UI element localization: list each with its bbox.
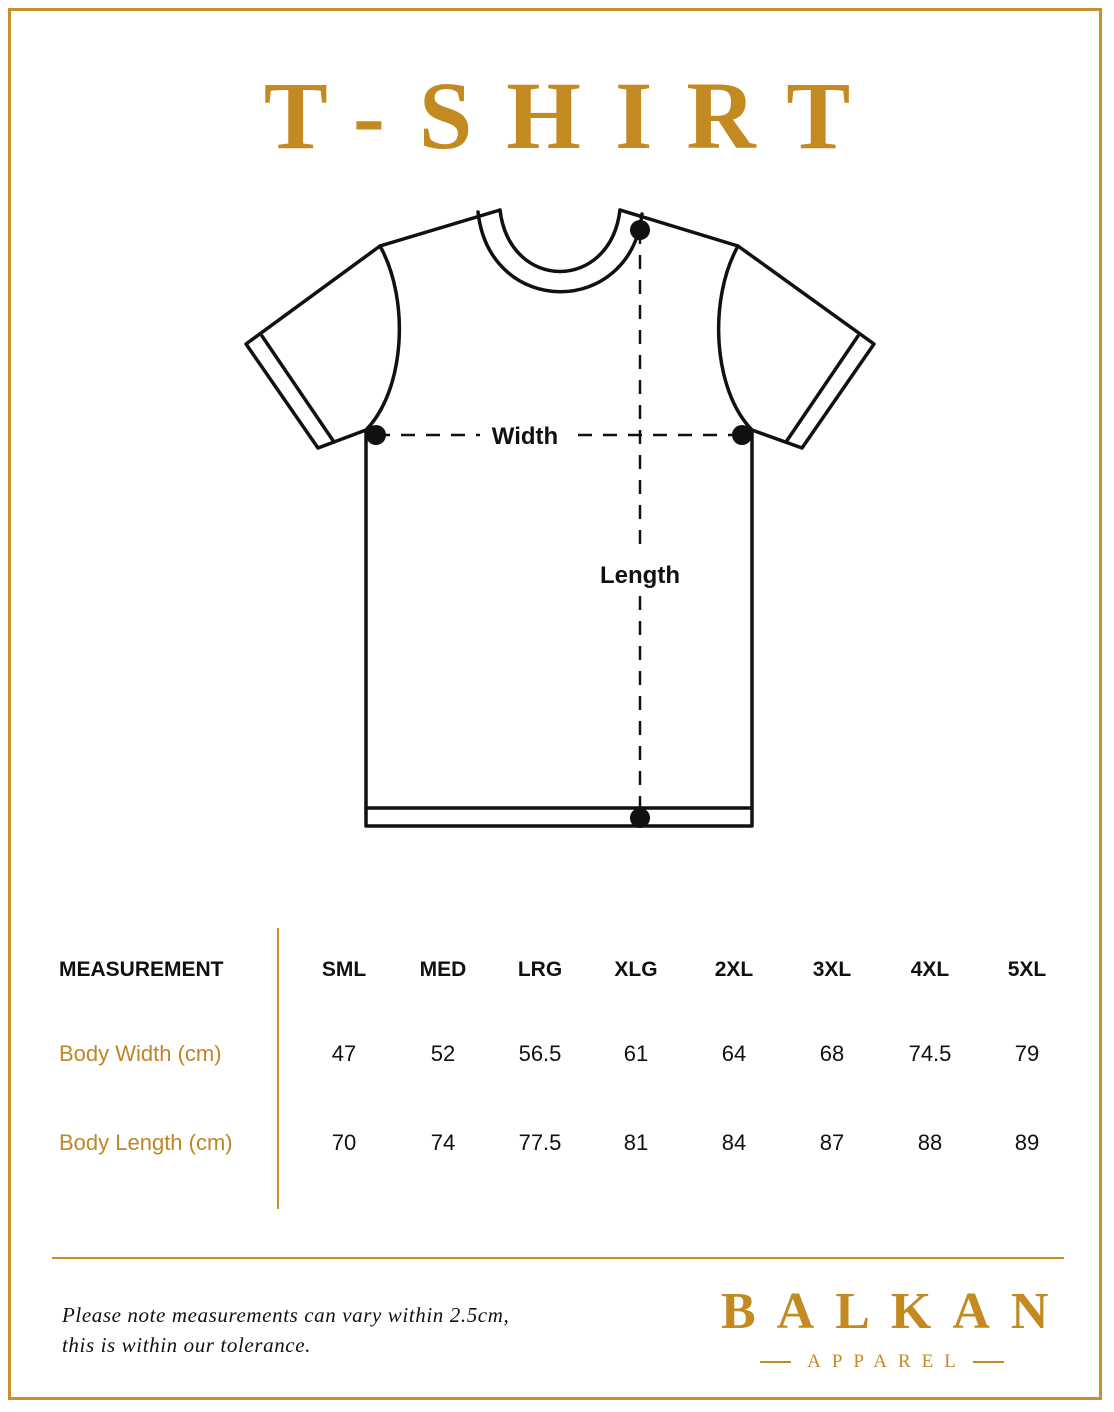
- row-label-body-length: Body Length (cm): [59, 1130, 233, 1155]
- size-header-sml: SML: [321, 958, 367, 981]
- table-cell: 79: [1014, 1041, 1040, 1066]
- table-cell: 74.5: [908, 1041, 952, 1066]
- measurement-header: MEASUREMENT: [59, 958, 224, 981]
- table-cell: 52: [430, 1041, 456, 1066]
- table-cell: 47: [331, 1041, 357, 1066]
- tolerance-note-line-2: this is within our tolerance.: [62, 1333, 311, 1357]
- tolerance-note: [62, 1300, 582, 1360]
- row-label-body-width: Body Width (cm): [59, 1041, 222, 1066]
- size-header-lrg: LRG: [517, 958, 563, 981]
- table-cell: 77.5: [518, 1130, 562, 1155]
- brand-logo: BALKAN: [721, 1283, 1070, 1340]
- brand-subtitle-text: APPAREL: [807, 1351, 967, 1372]
- page-title: T-SHIRT: [263, 62, 885, 169]
- table-divider: [277, 928, 279, 1209]
- brand-dash-right: [973, 1361, 1004, 1363]
- table-cell: 87: [819, 1130, 845, 1155]
- size-header-2xl: 2XL: [714, 958, 754, 981]
- table-cell: 70: [331, 1130, 357, 1155]
- size-header-4xl: 4XL: [910, 958, 950, 981]
- table-cell: 74: [430, 1130, 456, 1155]
- size-header-xlg: XLG: [614, 958, 658, 981]
- length-label: Length: [600, 562, 680, 589]
- table-cell: 81: [623, 1130, 649, 1155]
- size-header-3xl: 3XL: [812, 958, 852, 981]
- footer-divider: [52, 1257, 1064, 1259]
- table-cell: 61: [623, 1041, 649, 1066]
- tolerance-note-line-1: Please note measurements can vary within 2.5cm,: [62, 1303, 510, 1327]
- brand-dash-left: [760, 1361, 791, 1363]
- size-header-5xl: 5XL: [1007, 958, 1047, 981]
- table-cell: 64: [721, 1041, 747, 1066]
- brand-subtitle: [760, 1350, 1004, 1374]
- width-label: Width: [491, 423, 559, 450]
- table-cell: 56.5: [518, 1041, 562, 1066]
- table-cell: 84: [721, 1130, 747, 1155]
- table-cell: 68: [819, 1041, 845, 1066]
- size-header-med: MED: [419, 958, 467, 981]
- table-cell: 89: [1014, 1130, 1040, 1155]
- table-cell: 88: [917, 1130, 943, 1155]
